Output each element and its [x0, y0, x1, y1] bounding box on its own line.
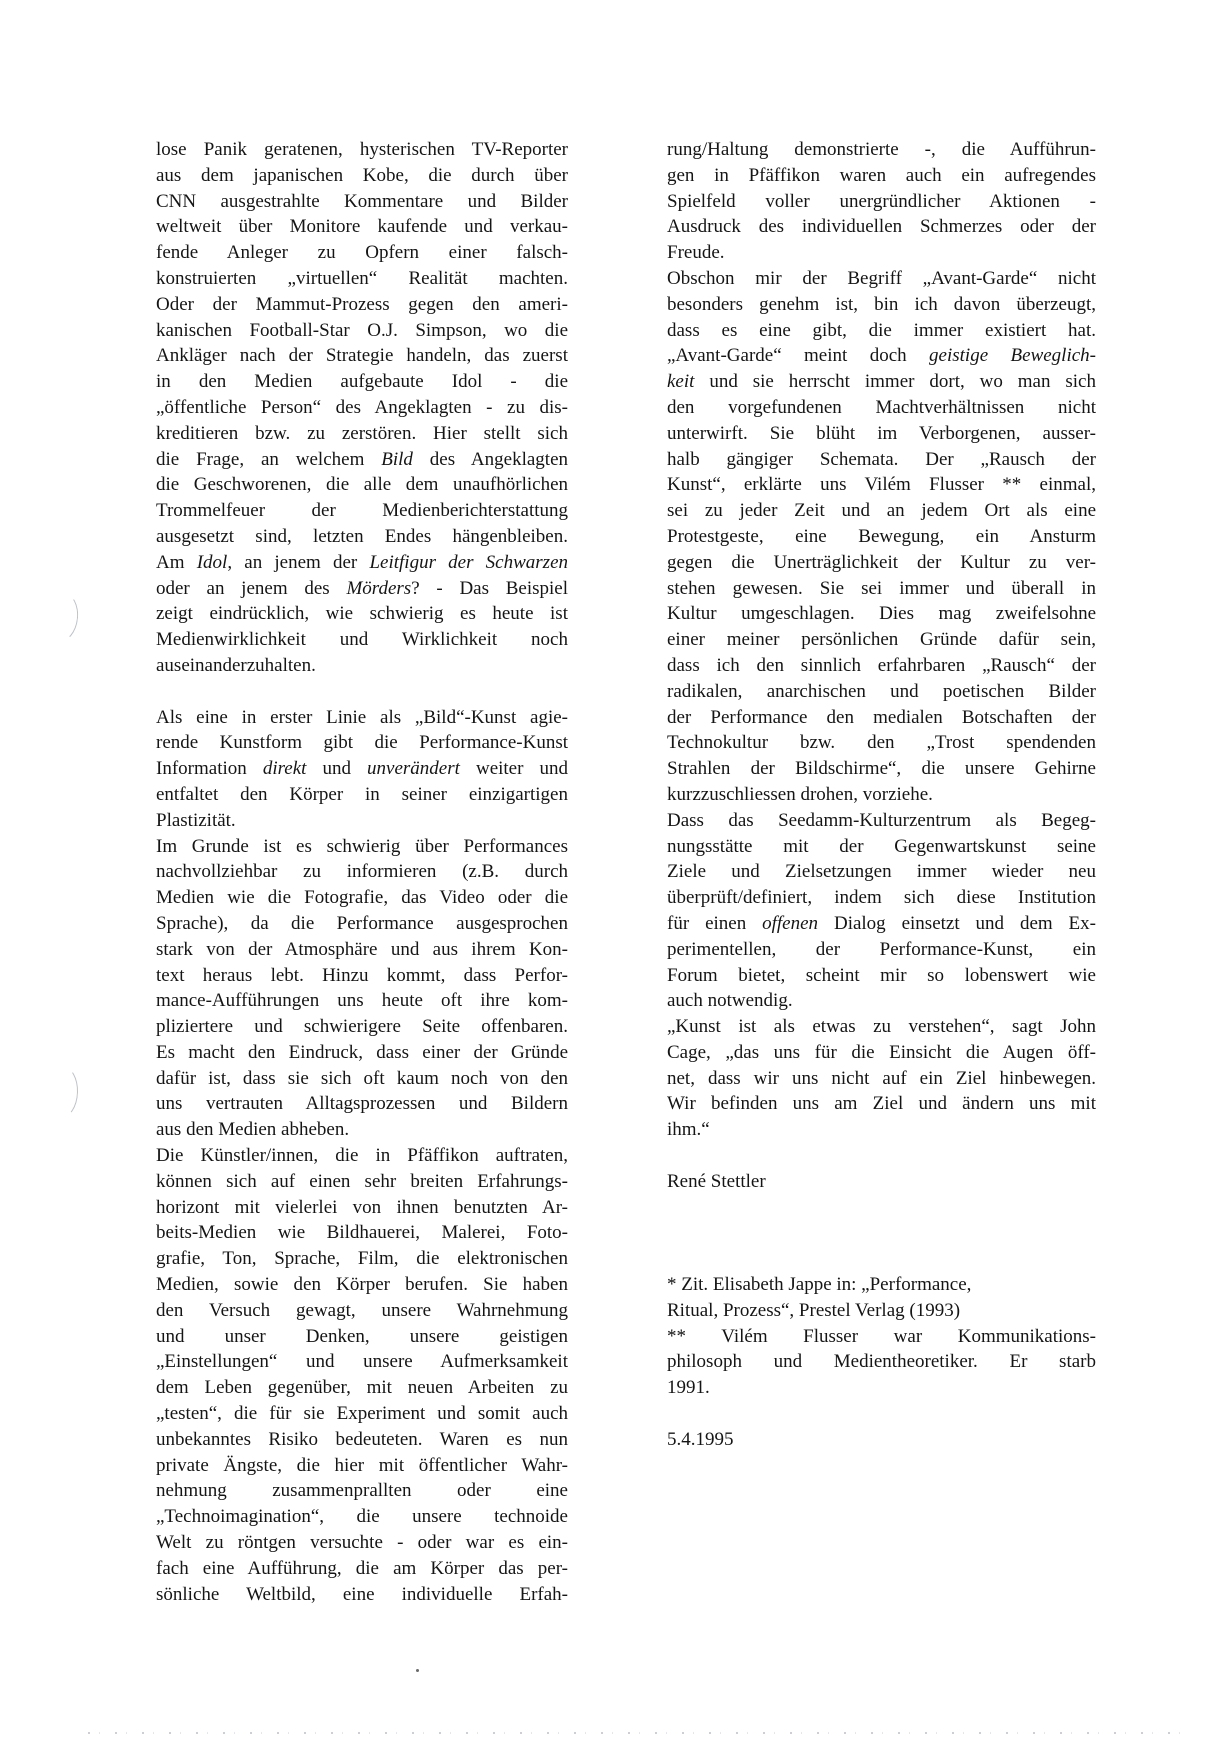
text-line: rende Kunstform gibt die Performance-Kunst [156, 732, 568, 754]
text-line: Medien, sowie den Körper berufen. Sie haben [156, 1274, 568, 1296]
text-line: kanischen Football-Star O.J. Simpson, wo die [156, 319, 568, 341]
text-line: Am Idol, an jenem der Leitfigur der Schwarzen [156, 551, 569, 573]
text-line: keit und sie herrscht immer dort, wo man sich [667, 371, 1096, 393]
paragraph-gap [667, 1401, 1096, 1427]
text-line: Obschon mir der Begriff „Avant-Garde“ nicht [667, 267, 1096, 289]
text-line: ausgesetzt sind, letzten Endes hängenbleiben. [156, 525, 568, 547]
text-line: einer meiner persönlichen Gründe dafür sein, [667, 629, 1096, 651]
pen-mark-upper [41, 590, 80, 643]
text-line: text heraus lebt. Hinzu kommt, dass Perfor- [156, 964, 568, 986]
text-line: Medien wie die Fotografie, das Video oder die [156, 887, 568, 909]
text-line: Strahlen der Bildschirme“, die unsere Gehirne [667, 758, 1096, 780]
text-line: Freude. [667, 242, 725, 264]
text-line: können sich auf einen sehr breiten Erfahrungs- [156, 1170, 568, 1192]
text-line: Ausdruck des individuellen Schmerzes oder der [667, 216, 1096, 238]
text-line: „testen“, die für sie Experiment und somit auch [156, 1403, 568, 1425]
text-line: für einen offenen Dialog einsetzt und dem Ex- [667, 912, 1096, 934]
text-line: „öffentliche Person“ des Angeklagten - zu dis- [156, 396, 568, 418]
text-line: uns vertrauten Alltagsprozessen und Bildern [156, 1093, 568, 1115]
text-line: stehen gewesen. Sie sei immer und überall in [667, 577, 1096, 599]
text-line: nachvollziehbar zu informieren (z.B. durch [156, 861, 568, 883]
text-line: pliziertere und schwierigere Seite offenbaren. [156, 1016, 568, 1038]
text-line: net, dass wir uns nicht auf ein Ziel hinbewegen. [667, 1067, 1096, 1089]
text-line: Sprache), da die Performance ausgesprochen [156, 912, 568, 934]
text-line: zeigt eindrücklich, wie schwierig es heute ist [156, 603, 568, 625]
text-line: gen in Pfäffikon waren auch ein aufregendes [667, 164, 1096, 186]
text-line: den vorgefundenen Machtverhältnissen nicht [667, 396, 1096, 418]
text-line: Ziele und Zielsetzungen immer wieder neu [667, 861, 1096, 883]
text-line: Trommelfeuer der Medienberichterstattung [156, 500, 568, 522]
text-line: Oder der Mammut-Prozess gegen den ameri- [156, 293, 568, 315]
text-line: grafie, Ton, Sprache, Film, die elektronischen [156, 1248, 568, 1270]
text-line: * Zit. Elisabeth Jappe in: „Performance, [667, 1274, 972, 1296]
text-line: Als eine in erster Linie als „Bild“-Kunst agie- [156, 706, 568, 728]
text-line: lose Panik geratenen, hysterischen TV-Reporter [156, 139, 568, 160]
text-line: dass ich den sinnlich erfahrbaren „Rausch“ der [667, 654, 1096, 676]
text-line: nungsstätte mit der Gegenwartskunst seine [667, 835, 1096, 857]
text-line: Im Grunde ist es schwierig über Performances [156, 835, 568, 857]
text-line: perimentellen, der Performance-Kunst, ein [667, 938, 1096, 960]
text-line: unterwirft. Sie blüht im Verborgenen, ausser- [667, 422, 1096, 444]
text-line: dass es eine gibt, die immer existiert hat. [667, 319, 1096, 341]
text-line: Kunst“, erklärte uns Vilém Flusser ** einmal, [667, 474, 1096, 496]
paragraph-gap [156, 679, 568, 705]
text-line: entfaltet den Körper in seiner einzigartigen [156, 783, 568, 805]
text-line: Medienwirklichkeit und Wirklichkeit noch [156, 629, 568, 651]
text-line: oder an jenem des Mörders? - Das Beispiel [156, 577, 569, 599]
text-line: Protestgeste, eine Bewegung, ein Ansturm [667, 525, 1096, 547]
text-line: rung/Haltung demonstrierte -, die Aufführun- [667, 139, 1096, 160]
text-line: konstruierten „virtuellen“ Realität machten. [156, 267, 568, 289]
text-line: 5.4.1995 [667, 1428, 734, 1450]
text-line: mance-Aufführungen uns heute oft ihre kom- [156, 990, 568, 1012]
text-line: und unser Denken, unsere geistigen [156, 1325, 568, 1347]
text-line: unbekanntes Risiko bedeuteten. Waren es nun [156, 1428, 568, 1450]
text-line: ihm.“ [667, 1119, 710, 1141]
right-text-column [667, 137, 1096, 1453]
left-text-column [156, 137, 568, 1607]
text-line: in den Medien aufgebaute Idol - die [156, 371, 568, 393]
text-line: gegen die Unerträglichkeit der Kultur zu ver- [667, 551, 1096, 573]
paragraph-gap [667, 1143, 1096, 1169]
pen-mark-lower [45, 1065, 79, 1118]
text-line: stark von der Atmosphäre und aus ihrem Kon- [156, 938, 568, 960]
text-line: beits-Medien wie Bildhauerei, Malerei, Foto- [156, 1222, 568, 1244]
text-line: aus dem japanischen Kobe, die durch über [156, 164, 568, 186]
text-line: fach eine Aufführung, die am Körper das per- [156, 1557, 568, 1579]
text-line: Ankläger nach der Strategie handeln, das zuerst [156, 345, 568, 367]
text-line: dafür ist, dass sie sich oft kaum noch von den [156, 1067, 568, 1089]
text-line: weltweit über Monitore kaufende und verkau- [156, 216, 568, 238]
text-line: Plastizität. [156, 809, 236, 831]
text-line: private Ängste, die hier mit öffentlicher Wahr- [156, 1454, 568, 1476]
text-line: auch notwendig. [667, 990, 793, 1012]
text-line: aus den Medien abheben. [156, 1119, 350, 1141]
text-line: CNN ausgestrahlte Kommentare und Bilder [156, 190, 568, 212]
text-line: Es macht den Eindruck, dass einer der Gründe [156, 1041, 568, 1063]
text-line: Kultur umgeschlagen. Dies mag zweifelsohne [667, 603, 1096, 625]
text-line: auseinanderzuhalten. [156, 654, 316, 676]
text-line: „Kunst ist als etwas zu verstehen“, sagt John [667, 1016, 1096, 1038]
text-line: René Stettler [667, 1170, 766, 1192]
scan-noise-artifact [88, 1732, 1192, 1734]
text-line: horizont mit vielerlei von ihnen benutzten Ar- [156, 1196, 568, 1218]
text-line: der Performance den medialen Botschaften der [667, 706, 1096, 728]
text-line: dem Leben gegenüber, mit neuen Arbeiten zu [156, 1377, 568, 1399]
text-line: Forum bietet, scheint mir so lobenswert wie [667, 964, 1096, 986]
text-line: Technokultur bzw. den „Trost spendenden [667, 732, 1096, 754]
text-line: die Geschworenen, die alle dem unaufhörlichen [156, 474, 568, 496]
text-line: den Versuch gewagt, unsere Wahrnehmung [156, 1299, 568, 1321]
text-line: „Einstellungen“ und unsere Aufmerksamkeit [156, 1351, 568, 1373]
text-line: philosoph und Medientheoretiker. Er starb [667, 1351, 1096, 1373]
ink-speck [416, 1669, 419, 1672]
text-line: ** Vilém Flusser war Kommunikations- [667, 1325, 1096, 1347]
text-line: radikalen, anarchischen und poetischen Bilder [667, 680, 1096, 702]
text-line: Ritual, Prozess“, Prestel Verlag (1993) [667, 1299, 961, 1321]
text-line: sönliche Weltbild, eine individuelle Erfah- [156, 1583, 568, 1605]
text-line: kreditieren bzw. zu zerstören. Hier stellt sich [156, 422, 568, 444]
text-line: „Technoimagination“, die unsere technoide [156, 1506, 568, 1528]
text-line: besonders genehm ist, bin ich davon überzeugt, [667, 293, 1096, 315]
text-line: Information direkt und unverändert weiter und [156, 758, 568, 780]
text-line: Die Künstler/innen, die in Pfäffikon auftraten, [156, 1145, 568, 1167]
text-line: Welt zu röntgen versuchte - oder war es ein- [156, 1532, 568, 1554]
text-line: „Avant-Garde“ meint doch geistige Beweglich- [667, 345, 1096, 367]
text-line: Dass das Seedamm-Kulturzentrum als Begeg- [667, 809, 1096, 831]
text-line: überprüft/definiert, indem sich diese Institution [667, 887, 1096, 909]
text-line: sei zu jeder Zeit und an jedem Ort als eine [667, 500, 1096, 522]
text-line: halb gängiger Schemata. Der „Rausch der [667, 448, 1096, 470]
text-line: Wir befinden uns am Ziel und ändern uns mit [667, 1093, 1096, 1115]
paragraph-gap [667, 1195, 1096, 1272]
text-line: fende Anleger zu Opfern einer falsch- [156, 242, 568, 264]
text-line: 1991. [667, 1377, 710, 1399]
text-line: kurzzuschliessen drohen, vorziehe. [667, 783, 933, 805]
text-line: Cage, „das uns für die Einsicht die Augen öff- [667, 1041, 1096, 1063]
text-line: die Frage, an welchem Bild des Angeklagten [156, 448, 569, 470]
text-line: Spielfeld voller unergründlicher Aktionen - [667, 190, 1096, 212]
text-line: nehmung zusammenprallten oder eine [156, 1480, 568, 1502]
